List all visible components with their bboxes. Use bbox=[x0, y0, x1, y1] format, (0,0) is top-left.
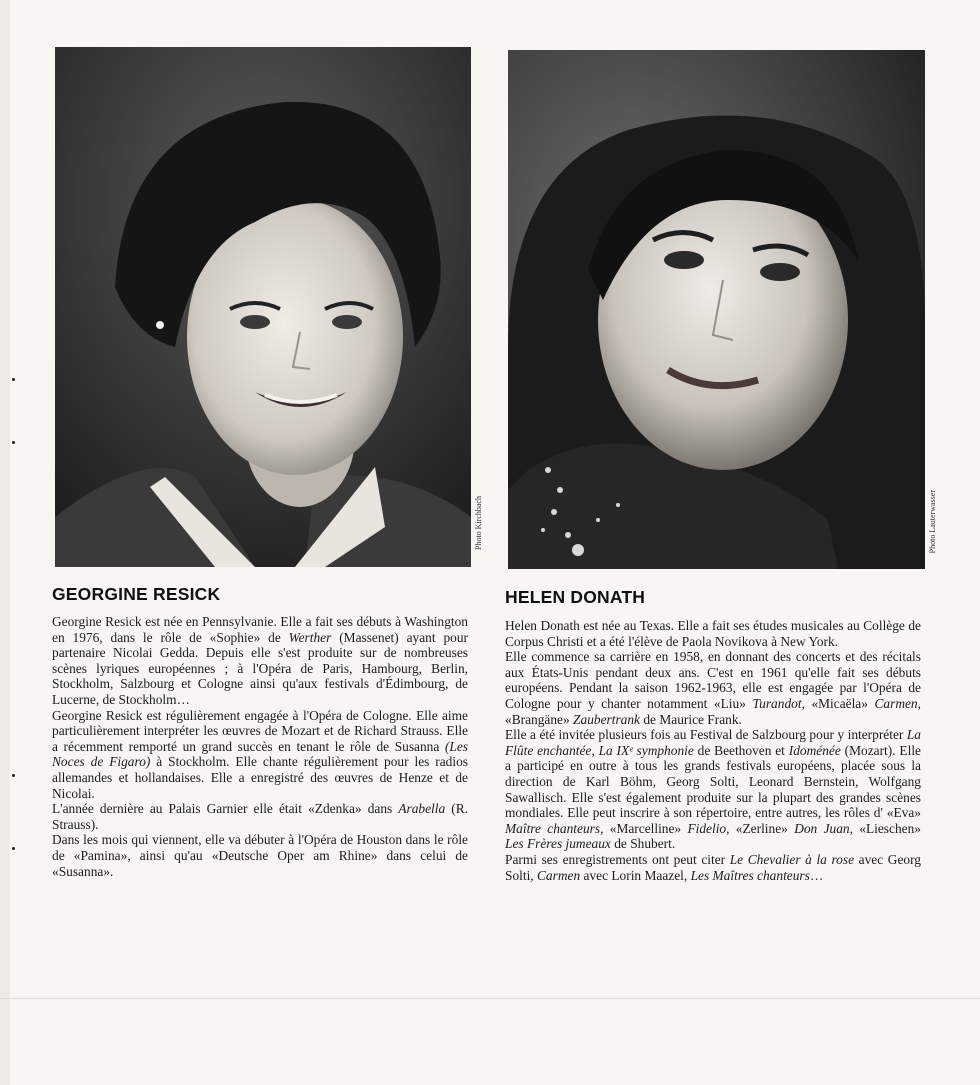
italic-title: Le Chevalier à la rose bbox=[729, 851, 855, 867]
bio-text: , «Lieschen» bbox=[849, 820, 921, 836]
bio-text: , «Marcelline» bbox=[600, 820, 688, 836]
italic-title: Fidelio bbox=[687, 820, 727, 836]
italic-title: Werther bbox=[288, 629, 332, 645]
bio-text: Georgine Resick est née en Pennsylvanie. Elle a fait ses débuts à Washington en 1976, dans le rôle de «Sophie» de bbox=[52, 614, 468, 645]
bio-text: Georgine Resick est régulièrement engagée à l'Opéra de Cologne. Elle aime particulièrement interpréter les œuvres de Mozart et de Richard Strauss. Elle a récemment remporté un grand succès en tenant le rôle de Susanna bbox=[52, 707, 468, 754]
bio-text: Dans les mois qui viennent, elle va débuter à l'Opéra de Houston dans le rôle de «Pamina», ainsi qu'au «Deutsche Oper am Rhine» dans celui de «Susanna». bbox=[52, 832, 468, 879]
photo-credit-left: Photo Kirchbach bbox=[474, 496, 483, 550]
margin-dot bbox=[12, 378, 15, 381]
name-helen-donath: HELEN DONATH bbox=[505, 587, 646, 607]
bio-text: de Beethoven et bbox=[693, 742, 789, 758]
italic-title: Carmen bbox=[537, 867, 581, 883]
italic-title: Arabella bbox=[398, 801, 446, 817]
bio-paragraph bbox=[52, 708, 468, 802]
margin-dot bbox=[12, 847, 15, 850]
margin-dot bbox=[12, 441, 15, 444]
italic-title: Les Maîtres chanteurs bbox=[690, 867, 810, 883]
page-fold bbox=[0, 998, 980, 999]
bio-paragraph bbox=[505, 618, 921, 649]
italic-title: Carmen bbox=[874, 695, 918, 711]
bio-text: (Mozart). Elle a participé en outre à tous les grands festivals européens, placée sous la direction de Karl Böhm, Georg Solti, Leonard Bernstein, Wolfgang Sawallisch. Elle s'est également produite sur la plupart des grandes scènes mondiales. Elle peut inscrire à son répertoire, entre autres, les rôles d' «Eva» bbox=[505, 742, 921, 821]
portrait-helen-donath bbox=[508, 50, 925, 569]
bio-paragraph bbox=[52, 832, 468, 879]
bio-paragraph bbox=[52, 801, 468, 832]
bio-text: … bbox=[809, 867, 824, 883]
bio-text: (Massenet) ayant pour partenaire Nicolai Gedda. Depuis elle s'est produite sur de nombreuses scènes lyriques européennes ; à l'Opéra de Paris, Hambourg, Berlin, Stockholm, Salzbourg et Cologne ainsi qu'aux festivals d'Édimbourg, de Lucerne, de Stockholm… bbox=[52, 629, 468, 707]
bio-text: Elle commence sa carrière en 1958, en donnant des concerts et des récitals aux États-Unis pendant deux ans. C'est en 1961 qu'elle fait ses débuts européens. Pendant la saison 1962-1963, elle est engagée par l'Opéra de Cologne pour y chanter notamment «Liu» bbox=[505, 649, 921, 711]
bio-text: , «Brangäne» bbox=[505, 695, 921, 727]
bio-paragraph bbox=[505, 852, 921, 883]
bio-text: avec Lorin Maazel, bbox=[580, 867, 691, 883]
italic-title: Maître chanteurs bbox=[505, 820, 601, 836]
italic-title: Idoménée bbox=[788, 742, 841, 758]
bio-paragraph bbox=[52, 614, 468, 708]
photo-credit-right: Photo Lauterwasser bbox=[928, 490, 937, 554]
portrait-georgine-resick bbox=[55, 47, 471, 567]
bio-text: avec Georg Solti, bbox=[505, 851, 921, 883]
bio-paragraph bbox=[505, 727, 921, 852]
bio-helen-donath bbox=[505, 618, 921, 883]
bio-text: , «Micaëla» bbox=[801, 695, 875, 711]
bio-text: à Stockholm. Elle chante régulièrement pour les radios allemandes et hollandaises. Elle a enregistré des œuvres de Henze et de Nicolai. bbox=[52, 754, 469, 801]
bio-text: Parmi ses enregistrements ont peut citer bbox=[505, 851, 730, 867]
italic-title: Turandot bbox=[752, 695, 802, 711]
italic-title: (Les Noces de Figaro) bbox=[52, 738, 468, 770]
name-georgine-resick: GEORGINE RESICK bbox=[52, 584, 221, 604]
bio-text: de Shubert. bbox=[610, 836, 676, 852]
bio-text: Elle a été invitée plusieurs fois au Festival de Salzbourg pour y interpréter bbox=[505, 727, 907, 743]
italic-title: Don Juan bbox=[794, 820, 850, 836]
bio-text: L'année dernière au Palais Garnier elle était «Zdenka» dans bbox=[52, 801, 399, 817]
italic-title: Les Frères jumeaux bbox=[505, 836, 611, 852]
bio-text: Helen Donath est née au Texas. Elle a fait ses études musicales au Collège de Corpus Christi et a été l'élève de Paola Novikova à New York. bbox=[505, 618, 921, 649]
italic-title: Zaubertrank bbox=[573, 711, 641, 727]
bio-text: de Maurice Frank. bbox=[640, 711, 742, 727]
bio-georgine-resick bbox=[52, 614, 468, 879]
bio-paragraph bbox=[505, 649, 921, 727]
bio-text: , «Zerline» bbox=[726, 820, 795, 836]
italic-title: La Flûte enchantée, La IXᵉ symphonie bbox=[505, 727, 921, 758]
bio-text: (R. Strauss). bbox=[52, 801, 468, 832]
margin-dot bbox=[12, 774, 15, 777]
